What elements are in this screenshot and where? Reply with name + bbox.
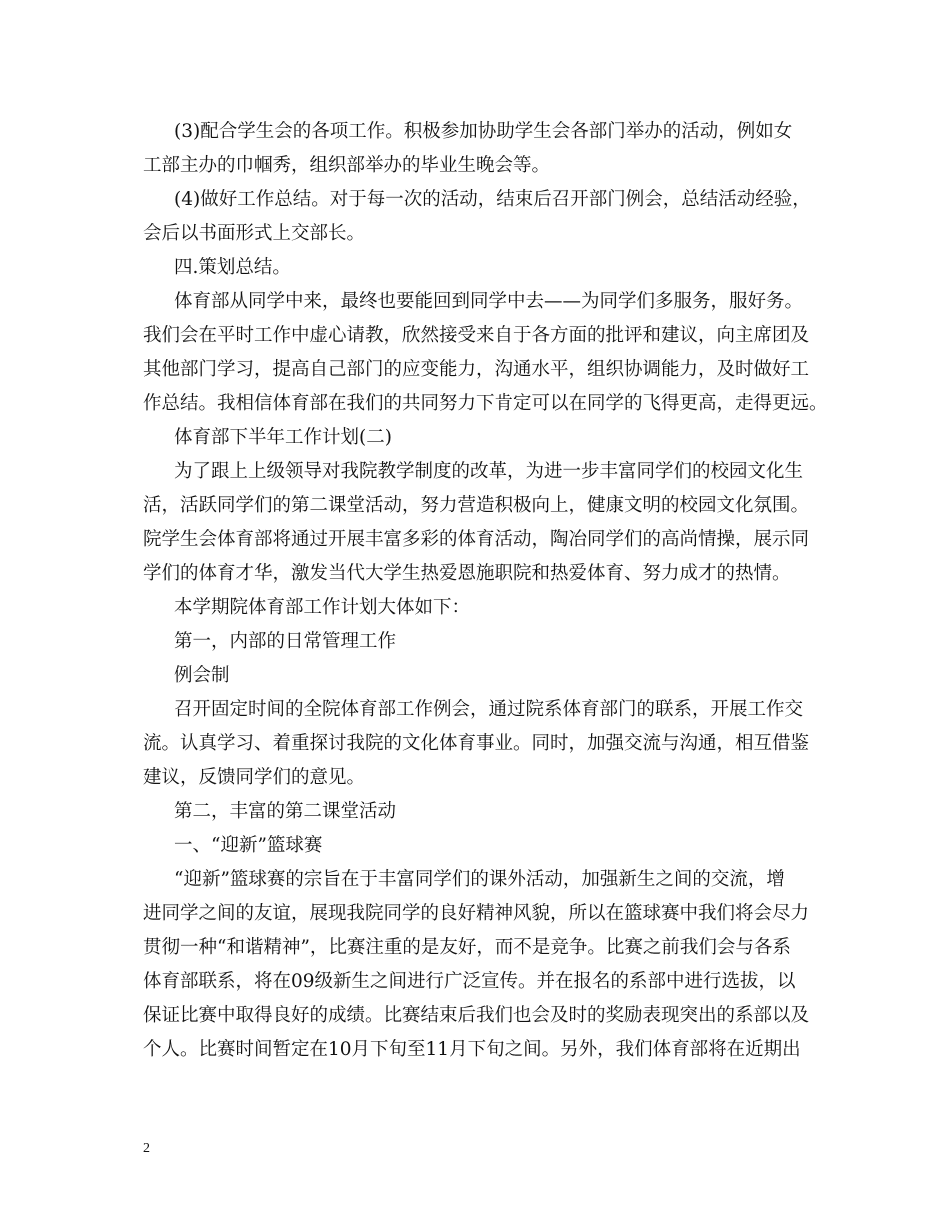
text-line: 为了跟上上级领导对我院教学制度的改革，为进一步丰富同学们的校园文化生: [174, 461, 804, 482]
text-line: 活，活跃同学们的第二课堂活动，努力营造积极向上，健康文明的校园文化氛围。: [143, 495, 810, 516]
text-line: 本学期院体育部工作计划大体如下：: [174, 597, 471, 618]
text-line: “迎新”篮球赛的宗旨在于丰富同学们的课外活动，加强新生之间的交流，增: [174, 869, 785, 890]
text-line: 工部主办的巾帼秀，组织部举办的毕业生晚会等。: [143, 155, 551, 176]
section-heading: 一、“迎新”篮球赛: [174, 835, 323, 856]
page-number: 2: [143, 1141, 150, 1156]
text-line: (4)做好工作总结。对于每一次的活动，结束后召开部门例会，总结活动经验，: [174, 189, 811, 210]
text-line: 贯彻一种“和谐精神”，比赛注重的是友好，而不是竞争。比赛之前我们会与各系: [143, 937, 791, 958]
text-line: 召开固定时间的全院体育部工作例会，通过院系体育部门的联系，开展工作交: [174, 699, 804, 720]
text-line: 体育部联系，将在09级新生之间进行广泛宣传。并在报名的系部中进行选拔，以: [143, 971, 796, 992]
text-line: 院学生会体育部将通过开展丰富多彩的体育活动，陶冶同学们的高尚情操，展示同: [143, 529, 810, 550]
text-line: 学们的体育才华，激发当代大学生热爱恩施职院和热爱体育、努力成才的热情。: [143, 563, 791, 584]
text-line: 个人。比赛时间暂定在10月下旬至11月下旬之间。另外，我们体育部将在近期出: [143, 1039, 801, 1060]
text-line: 保证比赛中取得良好的成绩。比赛结束后我们也会及时的奖励表现突出的系部以及: [143, 1005, 810, 1026]
text-line: 流。认真学习、着重探讨我院的文化体育事业。同时，加强交流与沟通，相互借鉴: [143, 733, 810, 754]
text-line: 其他部门学习，提高自己部门的应变能力，沟通水平，组织协调能力，及时做好工: [143, 359, 810, 380]
section-heading: 第一，内部的日常管理工作: [174, 631, 397, 652]
text-line: (3)配合学生会的各项工作。积极参加协助学生会各部门举办的活动，例如女: [174, 121, 793, 142]
text-line: 作总结。我相信体育部在我们的共同努力下肯定可以在同学的飞得更高，走得更远。: [143, 393, 828, 414]
text-line: 建议，反馈同学们的意见。: [143, 767, 366, 788]
section-heading: 第二，丰富的第二课堂活动: [174, 801, 397, 822]
text-line: 体育部从同学中来，最终也要能回到同学中去——为同学们多服务，服好务。: [174, 291, 804, 312]
section-heading: 例会制: [174, 665, 230, 686]
section-heading: 体育部下半年工作计划(二): [174, 427, 392, 448]
text-line: 我们会在平时工作中虚心请教，欣然接受来自于各方面的批评和建议，向主席团及: [143, 325, 810, 346]
text-line: 进同学之间的友谊，展现我院同学的良好精神风貌，所以在篮球赛中我们将会尽力: [143, 903, 810, 924]
section-heading: 四.策划总结。: [174, 257, 291, 278]
text-line: 会后以书面形式上交部长。: [143, 223, 366, 244]
